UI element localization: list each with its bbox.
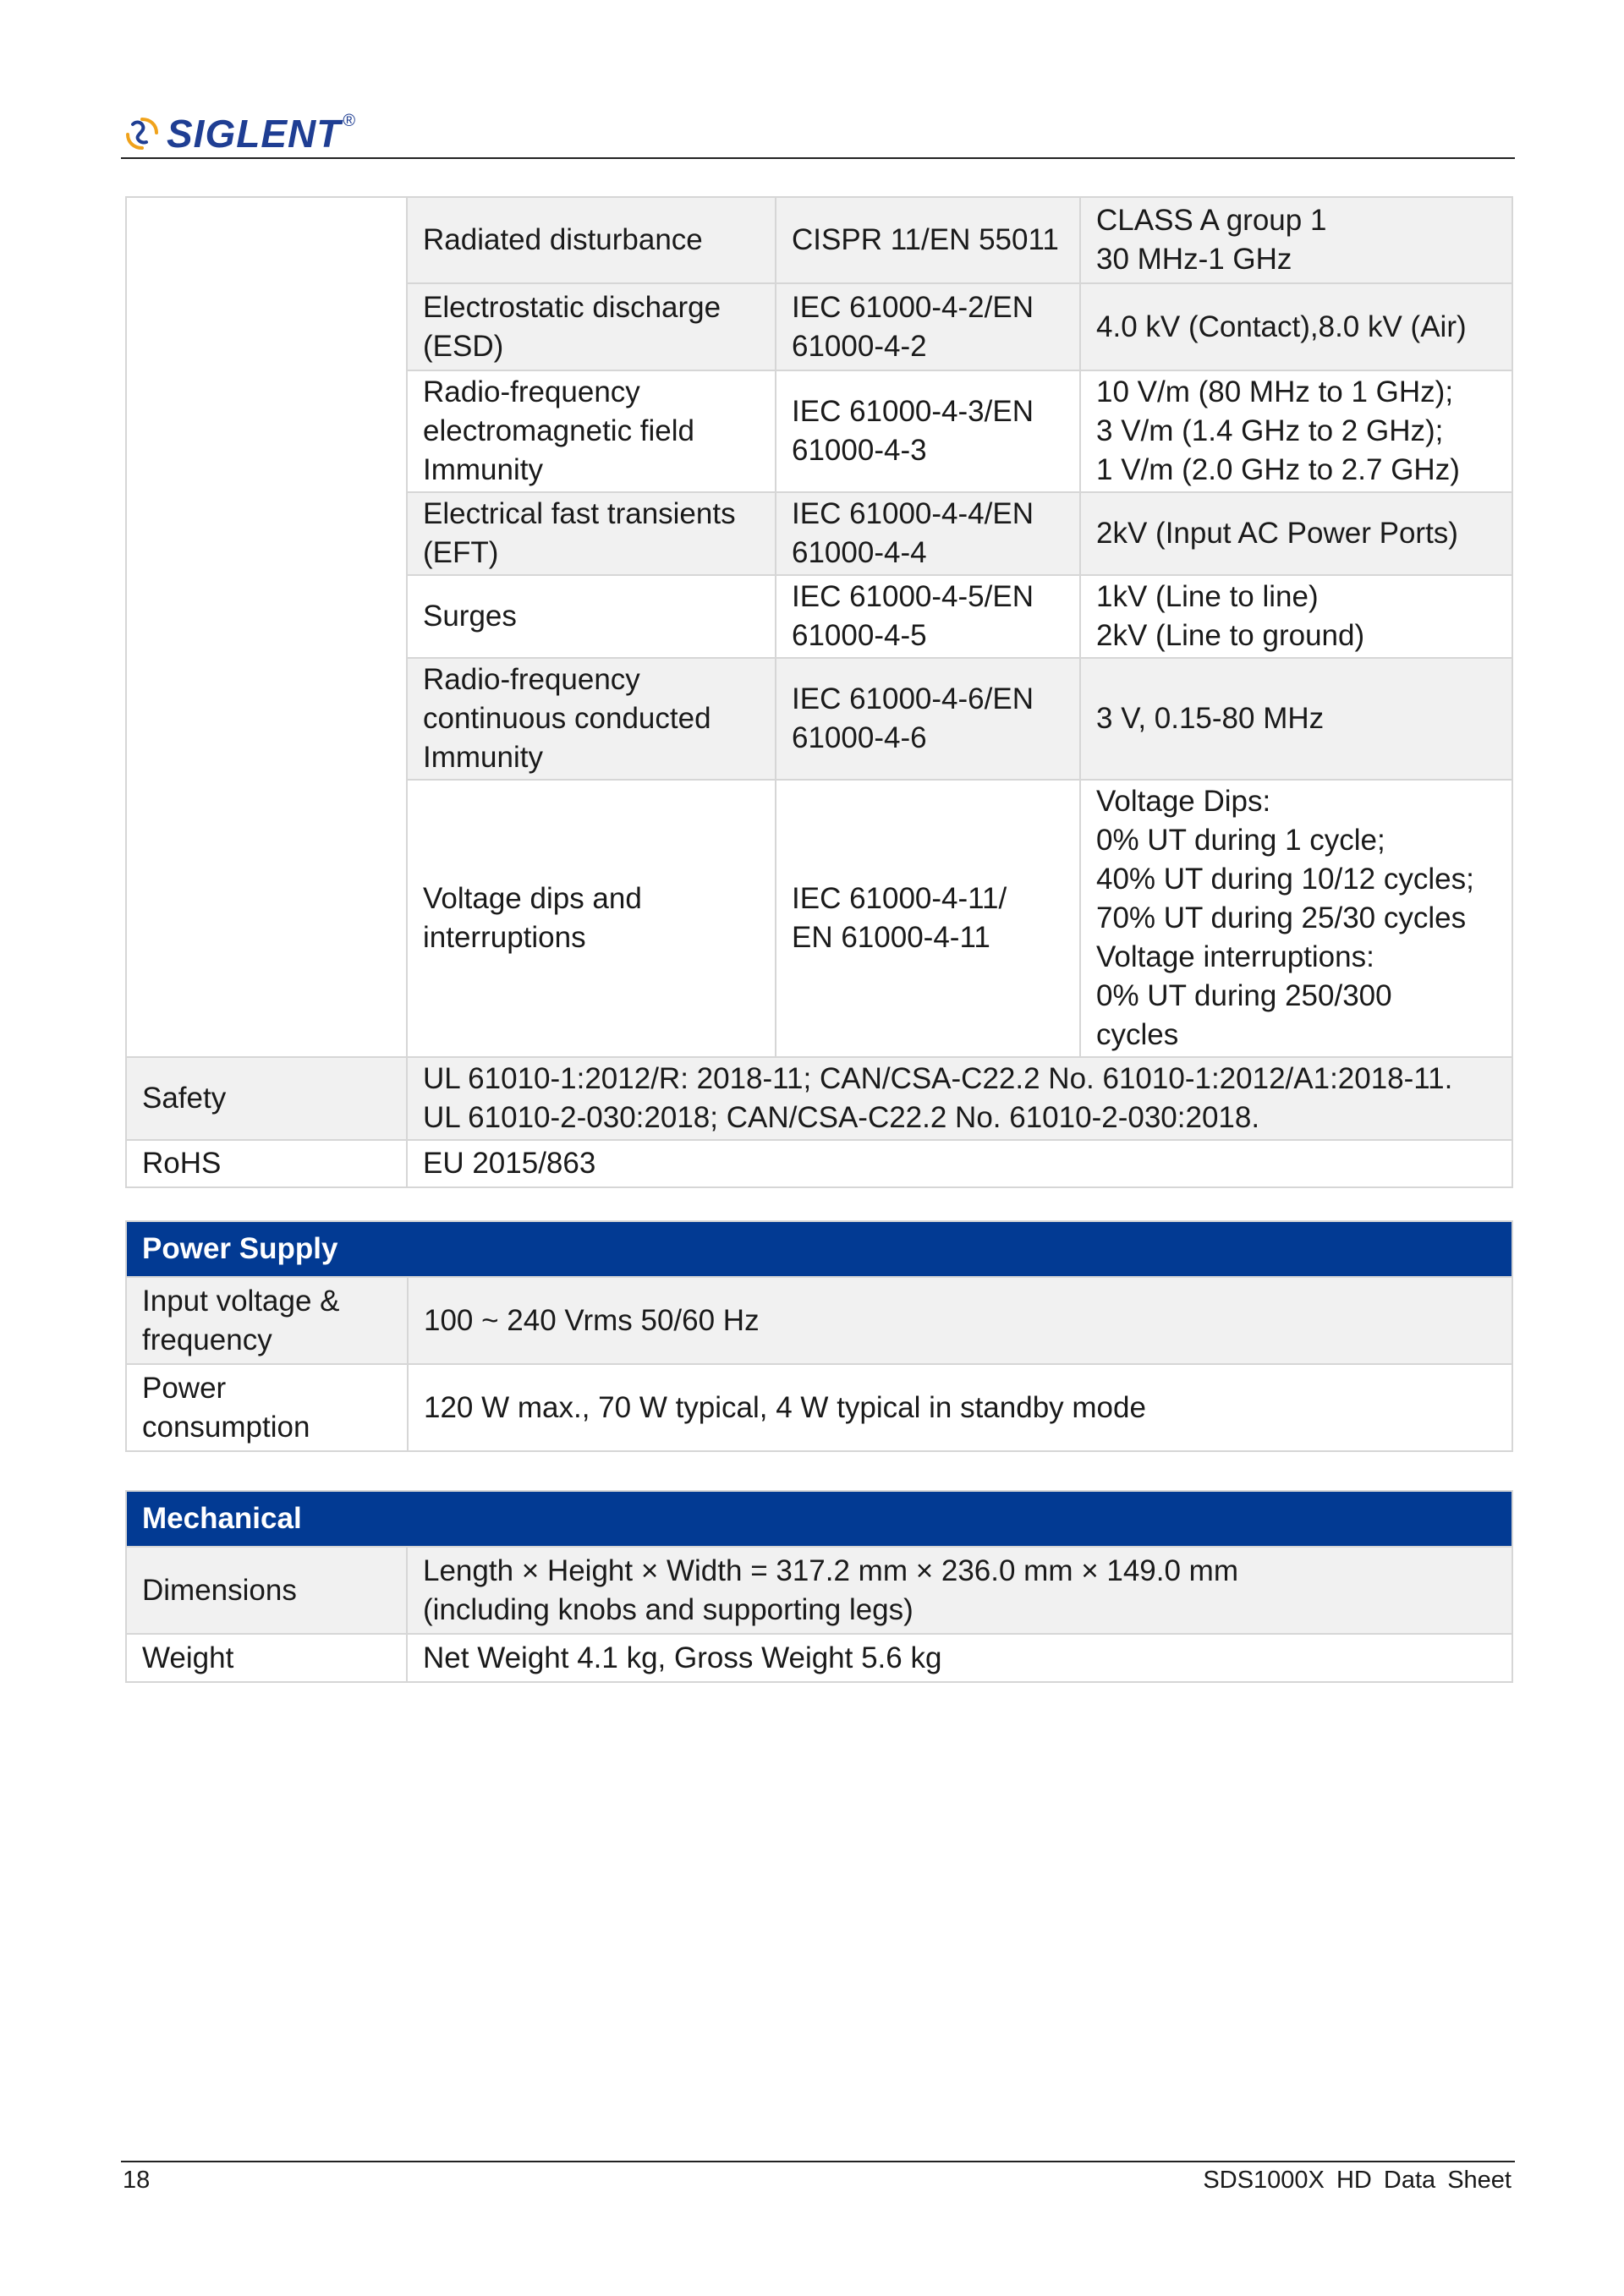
safety-label: Safety xyxy=(126,1057,407,1140)
emc-value: 4.0 kV (Contact),8.0 kV (Air) xyxy=(1080,283,1512,370)
safety-value: UL 61010-1:2012/R: 2018-11; CAN/CSA-C22.2 No. 61010-1:2012/A1:2018-11. UL 61010-2-030:2018; CAN/CSA-C22.2 No. 61010-2-030:2018. xyxy=(407,1057,1512,1140)
power-supply-table xyxy=(125,1220,1513,1452)
spec-value: Net Weight 4.1 kg, Gross Weight 5.6 kg xyxy=(407,1634,1512,1682)
emc-table xyxy=(125,196,1513,1188)
spec-value: 100 ~ 240 Vrms 50/60 Hz xyxy=(408,1277,1512,1364)
emc-standard: IEC 61000-4-4/EN 61000-4-4 xyxy=(776,492,1080,575)
logo-text: SIGLENT xyxy=(167,112,342,156)
table-row xyxy=(126,1634,1512,1682)
emc-item: Radiated disturbance xyxy=(407,197,776,283)
table-row xyxy=(126,1140,1512,1187)
emc-standard: CISPR 11/EN 55011 xyxy=(776,197,1080,283)
siglent-swirl-icon xyxy=(123,114,162,153)
spec-label: Input voltage & frequency xyxy=(126,1277,408,1364)
emc-value: Voltage Dips: 0% UT during 1 cycle; 40% UT during 10/12 cycles; 70% UT during 25/30 cycles Voltage interruptions: 0% UT during 250/300 cycles xyxy=(1080,780,1512,1057)
emc-item: Radio-frequency continuous conducted Immunity xyxy=(407,658,776,780)
table-row xyxy=(126,1057,1512,1140)
table-row xyxy=(126,197,1512,283)
emc-value: 2kV (Input AC Power Ports) xyxy=(1080,492,1512,575)
page-number: 18 xyxy=(123,2167,151,2194)
table-row xyxy=(126,1547,1512,1634)
emc-value: 10 V/m (80 MHz to 1 GHz); 3 V/m (1.4 GHz to 2 GHz); 1 V/m (2.0 GHz to 2.7 GHz) xyxy=(1080,370,1512,492)
header-rule xyxy=(121,157,1515,159)
mechanical-table xyxy=(125,1490,1513,1683)
registered-mark: ® xyxy=(343,112,356,130)
emc-item: Radio-frequency electromagnetic field Immunity xyxy=(407,370,776,492)
emc-standard: IEC 61000-4-11/ EN 61000-4-11 xyxy=(776,780,1080,1057)
spec-label: Dimensions xyxy=(126,1547,407,1634)
table-row xyxy=(126,1277,1512,1364)
spec-label: Weight xyxy=(126,1634,407,1682)
table-row xyxy=(126,1364,1512,1451)
emc-item: Electrostatic discharge (ESD) xyxy=(407,283,776,370)
document-title: SDS1000X HD Data Sheet xyxy=(1203,2167,1512,2194)
section-title: Power Supply xyxy=(126,1221,1512,1277)
emc-item: Electrical fast transients (EFT) xyxy=(407,492,776,575)
section-header xyxy=(126,1221,1512,1277)
section-title: Mechanical xyxy=(126,1491,1512,1547)
emc-value: CLASS A group 1 30 MHz-1 GHz xyxy=(1080,197,1512,283)
spec-value: 120 W max., 70 W typical, 4 W typical in standby mode xyxy=(408,1364,1512,1451)
emc-standard: IEC 61000-4-5/EN 61000-4-5 xyxy=(776,575,1080,658)
emc-value: 3 V, 0.15-80 MHz xyxy=(1080,658,1512,780)
rohs-value: EU 2015/863 xyxy=(407,1140,1512,1187)
emc-standard: IEC 61000-4-6/EN 61000-4-6 xyxy=(776,658,1080,780)
siglent-logo xyxy=(123,108,355,159)
emc-category-cell xyxy=(126,197,407,1057)
section-header xyxy=(126,1491,1512,1547)
footer-rule xyxy=(121,2161,1515,2162)
page-header xyxy=(123,108,1514,161)
emc-value: 1kV (Line to line) 2kV (Line to ground) xyxy=(1080,575,1512,658)
emc-item: Surges xyxy=(407,575,776,658)
rohs-label: RoHS xyxy=(126,1140,407,1187)
emc-item: Voltage dips and interruptions xyxy=(407,780,776,1057)
emc-standard: IEC 61000-4-3/EN 61000-4-3 xyxy=(776,370,1080,492)
spec-value: Length × Height × Width = 317.2 mm × 236.0 mm × 149.0 mm (including knobs and supporting legs) xyxy=(407,1547,1512,1634)
spec-label: Power consumption xyxy=(126,1364,408,1451)
emc-standard: IEC 61000-4-2/EN 61000-4-2 xyxy=(776,283,1080,370)
